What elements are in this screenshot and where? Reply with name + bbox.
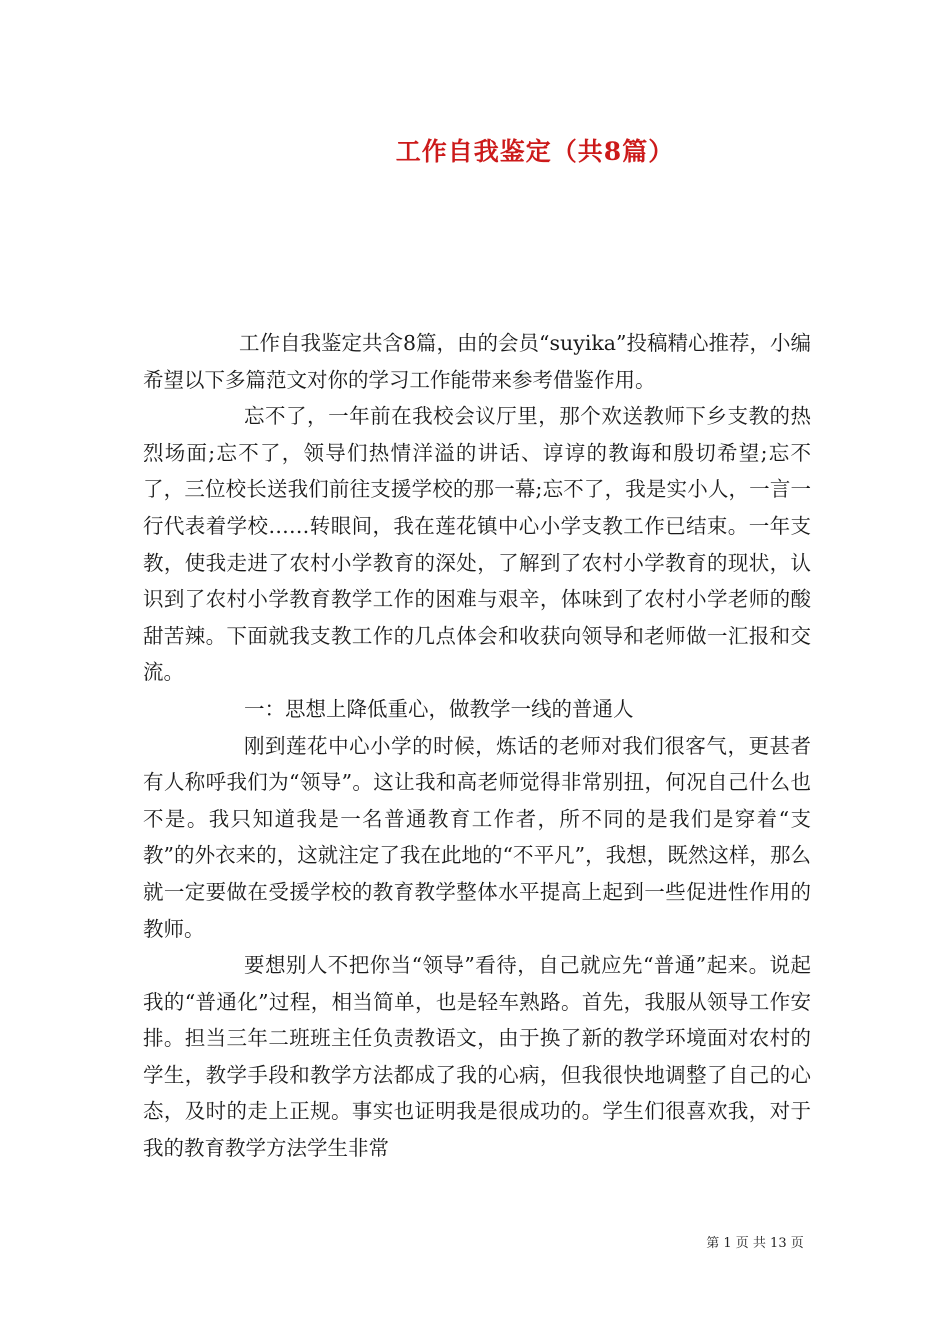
- body-paragraph: 要想别人不把你当“领导”看待，自己就应先“普通”起来。说起我的“普通化”过程，相当简单，也是轻车熟路。首先，我服从领导工作安排。担当三年二班班主任负责教语文，由于换了新的教学环境面对农村的学生，教学手段和教学方法都成了我的心病，但我很快地调整了自己的心态，及时的走上正规。事实也证明我是很成功的。学生们很喜欢我，对于我的教育教学方法学生非常: [143, 953, 811, 1161]
- intro-paragraph: 工作自我鉴定共含8篇，由的会员“suyika”投稿精心推荐，小编希望以下多篇范文对你的学习工作能带来参考借鉴作用。: [143, 331, 812, 392]
- body-paragraph: 刚到莲花中心小学的时候，炼话的老师对我们很客气，更甚者有人称呼我们为“领导”。这让我和高老师觉得非常别扭，何况自己什么也不是。我只知道我是一名普通教育工作者，所不同的是我们是穿着“支教”的外衣来的，这就注定了我在此地的“不平凡”，我想，既然这样，那么就一定要做在受援学校的教育教学整体水平提高上起到一些促进性作用的教师。: [143, 733, 811, 941]
- section-heading: 一：思想上降低重心，做教学一线的普通人: [244, 696, 634, 721]
- page-number: 第 1 页 共 13 页: [706, 1236, 804, 1251]
- document-body: [143, 325, 811, 1167]
- document-title: 工作自我鉴定（共8篇）: [395, 137, 675, 166]
- body-paragraph: 忘不了，一年前在我校会议厅里，那个欢送教师下乡支教的热烈场面;忘不了，领导们热情洋溢的讲话、谆谆的教诲和殷切希望;忘不了，三位校长送我们前往支援学校的那一幕;忘不了，我是实小人，一言一行代表着学校……转眼间，我在莲花镇中心小学支教工作已结束。一年支教，使我走进了农村小学教育的深处，了解到了农村小学教育的现状，认识到了农村小学教育教学工作的困难与艰辛，体味到了农村小学老师的酸甜苦辣。下面就我支教工作的几点体会和收获向领导和老师做一汇报和交流。: [143, 404, 811, 685]
